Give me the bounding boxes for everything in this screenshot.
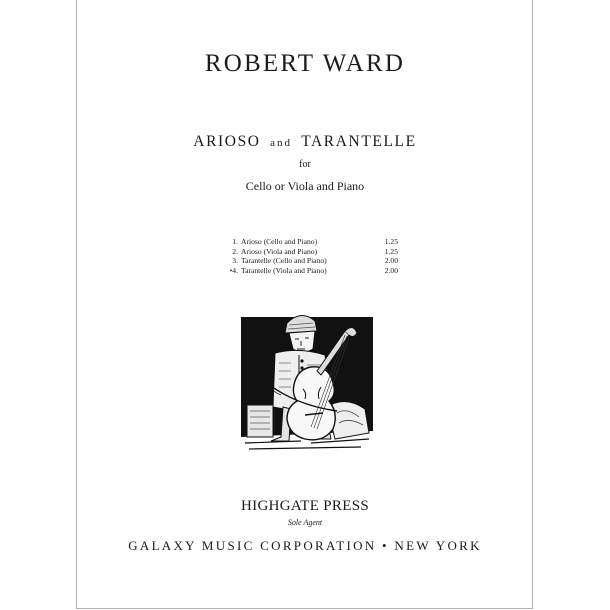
item-price: 2.00 — [384, 256, 398, 266]
contents-item — [228, 247, 398, 257]
agent-label: Sole Agent — [287, 518, 323, 527]
woodcut-cellist-illustration — [241, 309, 373, 459]
publisher-name: HIGHGATE PRESS — [241, 498, 369, 514]
title-connector: and — [270, 137, 292, 149]
item-price: 1.25 — [384, 237, 398, 246]
item-number: 2. — [232, 246, 238, 256]
item-marker: • — [229, 265, 233, 275]
work-title — [0, 133, 610, 151]
item-title: Tarantelle (Cello and Piano) — [241, 256, 327, 266]
for-label: for — [299, 159, 311, 170]
item-number: 4. — [232, 265, 238, 275]
distributor-name: GALAXY MUSIC CORPORATION • NEW YORK — [128, 538, 482, 553]
item-title: Arioso (Viola and Piano) — [241, 246, 318, 256]
item-number: 1. — [232, 237, 238, 246]
contents-item — [228, 266, 398, 276]
instrumentation: Cello or Viola and Piano — [245, 179, 365, 193]
item-price: 1.25 — [384, 246, 398, 256]
item-title: Arioso (Cello and Piano) — [241, 237, 318, 246]
title-part-arioso: ARIOSO — [193, 133, 261, 150]
title-part-tarantelle: TARANTELLE — [301, 133, 417, 150]
item-title: Tarantelle (Viola and Piano) — [241, 265, 327, 275]
item-number: 3. — [232, 256, 238, 266]
contents-item — [228, 237, 398, 247]
composer-name: ROBERT WARD — [204, 50, 406, 77]
contents-item — [228, 256, 398, 266]
item-price: 2.00 — [384, 265, 398, 275]
contents-list — [228, 237, 398, 275]
